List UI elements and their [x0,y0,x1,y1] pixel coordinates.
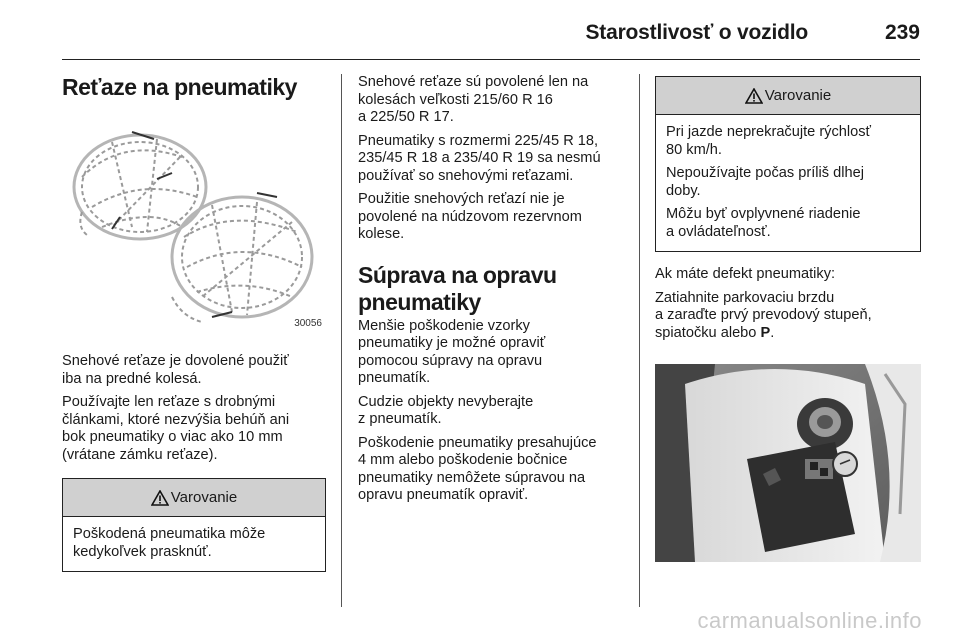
warning-box [62,478,326,572]
warning-header [63,479,325,517]
warning-text: Nepoužívajte počas príliš dlhej doby. [666,165,864,199]
warning-header [656,77,920,115]
page-header [62,14,920,60]
snow-chains-illustration [62,117,326,331]
trunk-compartment-image [655,364,921,562]
paragraph: Cudzie objekty nevyberajte z pneumatík. [358,393,534,427]
warning-text: Môžu byť ovplyvnené riadenie a ovládateľnosť. [666,206,861,240]
warning-body [63,517,325,571]
warning-title: Varovanie [170,489,238,506]
header-title: Starostlivosť o vozidlo [585,21,808,44]
page-number: 239 [884,21,920,44]
paragraph-end: . [770,324,775,341]
paragraph: Poškodenie pneumatiky presahujúce 4 mm alebo poškodenie bočnice pneumatiky nemôžete súpravou na opravu pneumatík opraviť. [358,434,597,503]
column-2 [358,74,628,505]
column-1 [62,74,326,572]
snow-chains-image [62,117,326,331]
paragraph: Snehové reťaze sú povolené len na kolesách veľkosti 215/60 R 16 a 225/50 R 17. [358,74,589,125]
paragraph: Používajte len reťaze s drobnými článkami, ktoré nezvýšia behúň ani bok pneumatiky o viac ako 10 mm (vrátane zámku reťaze). [62,394,290,463]
column-divider [341,74,342,607]
watermark: carmanualsonline.info [697,608,922,633]
paragraph: Ak máte defekt pneumatiky: [655,266,836,282]
gear-p-label: P [760,324,771,341]
warning-title: Varovanie [764,87,832,104]
paragraph: Menšie poškodenie vzorky pneumatiky je možné opraviť pomocou súpravy na opravu pneumatík. [358,317,546,386]
column-3 [655,74,921,562]
column-divider [639,74,640,607]
warning-triangle-icon [151,490,169,506]
warning-text: Pri jazde neprekračujte rýchlosť 80 km/h. [666,124,872,158]
warning-body [656,115,920,251]
warning-box [655,76,921,252]
warning-text: Poškodená pneumatika môže kedykoľvek prasknúť. [73,526,266,560]
warning-triangle-icon [745,88,763,104]
section-heading-snow-chains: Reťaze na pneumatiky [62,74,297,100]
paragraph-text: Zatiahnite parkovaciu brzdu a zaraďte prvý prevodový stupeň, spiatočku alebo [655,289,872,341]
figure-label: 30056 [294,318,322,329]
paragraph: Pneumatiky s rozmermi 225/45 R 18, 235/45 R 18 a 235/40 R 19 sa nesmú používať so snehovými reťazami. [358,132,601,184]
paragraph: Snehové reťaze je dovolené použiť iba na predné kolesá. [62,353,289,387]
paragraph: Použitie snehových reťazí nie je povolené na núdzovom rezervnom kolese. [358,191,582,242]
section-heading-repair-kit: Súprava na opravu pneumatiky [358,261,557,315]
repair-kit-photo [655,364,921,562]
paragraph-parking-brake [655,290,921,343]
